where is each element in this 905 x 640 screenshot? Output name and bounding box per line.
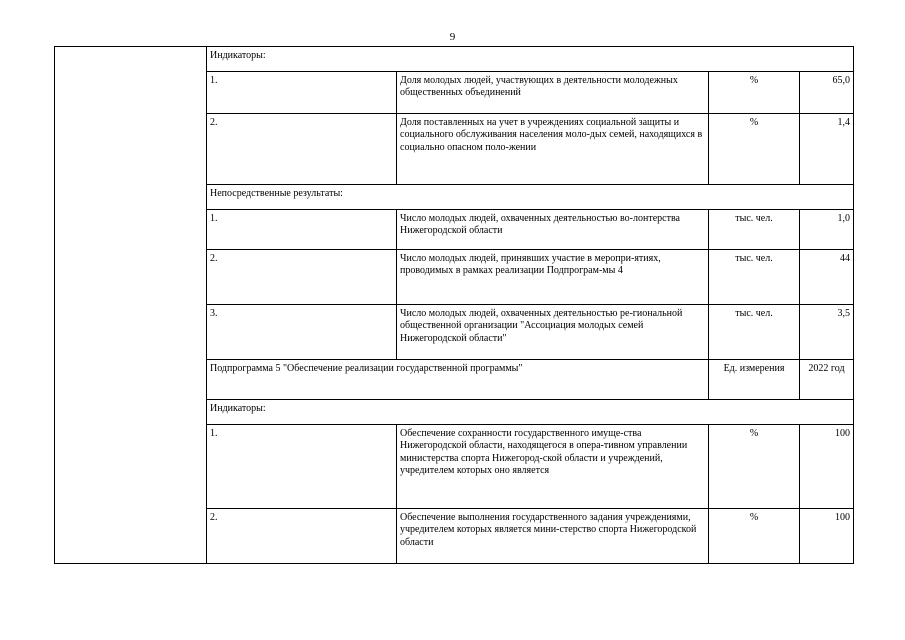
row-text: Доля молодых людей, участвующих в деятельности молодежных общественных объединений — [397, 72, 709, 114]
year-column-header: 2022 год — [800, 360, 854, 400]
row-text: Доля поставленных на учет в учреждениях социальной защиты и социального обслуживания населения моло-дых семей, находящихся в социально опасном поло-жении — [397, 114, 709, 185]
subprogram-title: Подпрограмма 5 "Обеспечение реализации государственной программы" — [207, 360, 709, 400]
row-value: 1,4 — [800, 114, 854, 185]
row-unit: тыс. чел. — [709, 210, 800, 250]
row-text: Обеспечение выполнения государственного задания учреждениями, учредителем которых является мини-стерство спорта Нижегородской области — [397, 509, 709, 564]
results-header: Непосредственные результаты: — [207, 185, 854, 210]
row-text: Число молодых людей, охваченных деятельностью ре-гиональной общественной организации "Ассоциация молодых семей Нижегородской области" — [397, 305, 709, 360]
row-unit: % — [709, 114, 800, 185]
row-unit: % — [709, 425, 800, 509]
row-value: 65,0 — [800, 72, 854, 114]
row-unit: % — [709, 72, 800, 114]
left-blank-column — [55, 47, 207, 564]
row-number: 2. — [207, 114, 397, 185]
row-value: 1,0 — [800, 210, 854, 250]
row-unit: тыс. чел. — [709, 305, 800, 360]
row-number: 3. — [207, 305, 397, 360]
indicators-header: Индикаторы: — [207, 47, 854, 72]
unit-column-header: Ед. измерения — [709, 360, 800, 400]
row-text: Число молодых людей, охваченных деятельностью во-лонтерства Нижегородской области — [397, 210, 709, 250]
row-value: 100 — [800, 425, 854, 509]
row-unit: тыс. чел. — [709, 250, 800, 305]
row-number: 1. — [207, 425, 397, 509]
row-value: 3,5 — [800, 305, 854, 360]
row-value: 44 — [800, 250, 854, 305]
row-number: 2. — [207, 509, 397, 564]
row-value: 100 — [800, 509, 854, 564]
row-text: Обеспечение сохранности государственного имуще-ства Нижегородской области, находящегося в опера-тивном управлении министерства спорта Нижегород-ской области и учреждений, учредителем которых оно является — [397, 425, 709, 509]
row-unit: % — [709, 509, 800, 564]
indicators-header: Индикаторы: — [207, 400, 854, 425]
indicators-table — [54, 46, 854, 564]
row-number: 2. — [207, 250, 397, 305]
row-text: Число молодых людей, принявших участие в меропри-ятиях, проводимых в рамках реализации Подпрограм-мы 4 — [397, 250, 709, 305]
row-number: 1. — [207, 210, 397, 250]
section-header-row — [55, 47, 854, 72]
page-number: 9 — [449, 31, 456, 43]
row-number: 1. — [207, 72, 397, 114]
